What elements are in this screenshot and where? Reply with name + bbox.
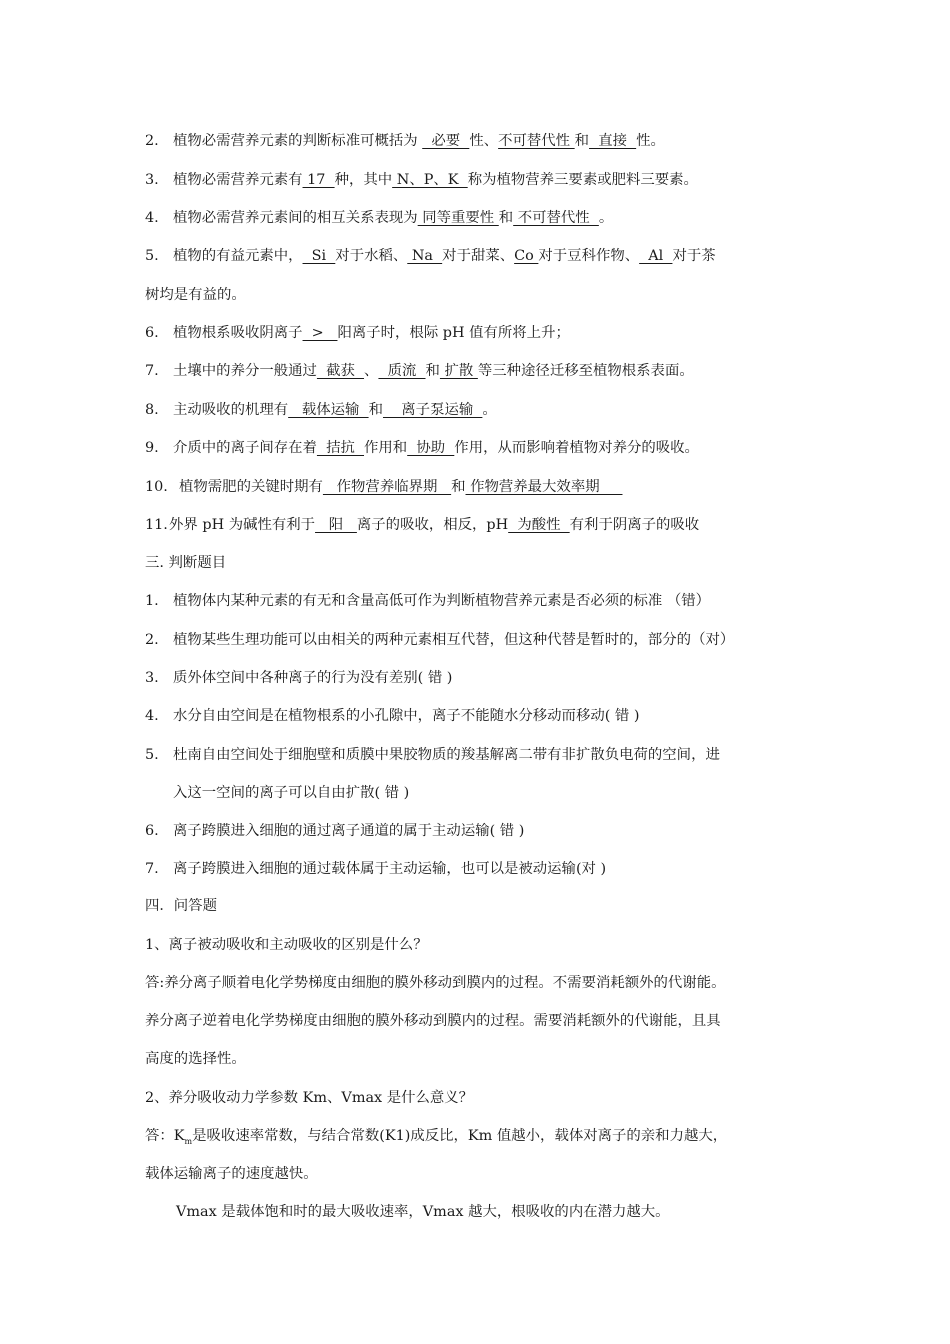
item-number: 1. [145,593,159,609]
judgement-text: 植物体内某种元素的有无和含量高低可作为判断植物营养元素是否必须的标准 （错） [173,593,711,609]
item-number: 3. [145,670,159,686]
answer-blank: Al [639,248,673,264]
answer-blank: 17 [302,172,335,188]
question-text: 。 [482,402,497,418]
answer-2-prefix: 答：K [145,1128,185,1144]
item-number: 10. [145,479,168,495]
question-text: 植物需肥的关键时期有 [179,479,323,495]
judgement-item [145,821,524,841]
answer-blank: 直接 [589,133,637,149]
question-text: 植物的有益元素中， [173,248,303,264]
judgement-item [145,706,640,726]
answer-blank: 不可替代性 [513,210,599,226]
question-text: 对于甜菜、 [442,248,515,264]
fill-in-item [145,515,699,535]
item-number: 2. [145,133,159,149]
answer-blank: 质流 [378,363,426,379]
item-number: 11. [145,517,168,533]
answer-blank: 截获 [316,363,365,379]
fill-in-item [145,477,622,497]
question-text: 和 [368,402,383,418]
item-number: 8. [145,402,159,418]
answer-2-line-1 [145,1126,727,1152]
item-number: 4. [145,708,159,724]
question-text: 对于水稻、 [335,248,408,264]
item-number: 4. [145,210,159,226]
question-text: 植物必需营养元素有 [173,172,303,188]
fill-in-item [145,285,246,305]
question-text: 阳离子时，根际 pH 值有所将上升； [337,325,570,341]
question-text: 树均是有益的。 [145,287,246,303]
answer-2-line-2: 载体运输离子的速度越快。 [145,1166,318,1182]
question-text: 离子的吸收，相反，pH [356,517,509,533]
answer-blank: 离子泵运输 [382,402,483,418]
answer-blank: Co [514,248,539,264]
question-text: 外界 pH 为碱性有利于 [169,517,316,533]
question-text: 土壤中的养分一般通过 [173,363,317,379]
answer-blank: 作物营养最大效率期 [465,479,623,495]
judgement-text: 水分自由空间是在植物根系的小孔隙中，离子不能随水分移动而移动( 错 ) [173,708,640,724]
question-text: 植物根系吸收阴离子 [173,325,303,341]
fill-in-item [145,438,699,458]
question-text: 对于豆科作物、 [538,248,640,264]
fill-in-item [145,131,665,151]
item-number: 9. [145,440,159,456]
question-text: 称为植物营养三要素或肥料三要素。 [467,172,698,188]
fill-in-item [145,246,716,266]
question-1: 1、离子被动吸收和主动吸收的区别是什么？ [145,937,428,953]
question-text: 、 [364,363,379,379]
item-number: 2. [145,632,159,648]
answer-1-line-1: 答:养分离子顺着电化学势梯度由细胞的膜外移动到膜内的过程。不需要消耗额外的代谢能。 [145,975,726,991]
fill-in-item [145,400,497,420]
judgement-item [173,783,409,803]
question-text: 植物必需营养元素的判断标准可概括为 [173,133,423,149]
answer-blank: 协助 [407,440,455,456]
question-text: 性。 [636,133,665,149]
judgement-text: 杜南自由空间处于细胞壁和质膜中果胶物质的羧基解离二带有非扩散负电荷的空间，进 [173,747,720,763]
answer-blank: 为酸性 [508,517,570,533]
fill-in-item [145,170,698,190]
item-number: 6. [145,823,159,839]
answer-blank: 必要 [422,133,470,149]
judgement-item [145,668,452,688]
question-text: 。 [598,210,614,226]
answer-1-line-3: 高度的选择性。 [145,1051,246,1067]
question-text: 作用，从而影响着植物对养分的吸收。 [454,440,699,456]
item-number: 6. [145,325,159,341]
item-number: 7. [145,363,159,379]
fill-in-item [145,323,570,343]
answer-blank: 作物营养临界期 [322,479,452,495]
item-number: 7. [145,861,159,877]
question-text: 介质中的离子间存在着 [173,440,317,456]
question-text: 有利于阴离子的吸收 [569,517,700,533]
answer-blank: > [302,325,338,341]
judgement-text: 离子跨膜进入细胞的通过离子通道的属于主动运输( 错 ) [173,823,525,839]
answer-blank: Na [407,248,443,264]
question-text: 主动吸收的机理有 [173,402,289,418]
question-text: 作用和 [364,440,408,456]
answer-blank: 载体运输 [288,402,369,418]
answer-2-rest: 是吸收速率常数，与结合常数(K1)成反比，Km 值越小，载体对离子的亲和力越大， [192,1128,728,1144]
question-text: 和 [498,210,514,226]
judgement-item [145,859,606,879]
judgement-item [145,591,710,611]
question-text: 对于茶 [672,248,716,264]
judgement-text: 入这一空间的离子可以自由扩散( 错 ) [173,785,410,801]
item-number: 5. [145,248,159,264]
answer-2-line-3: Vmax 是载体饱和时的最大吸收速率，Vmax 越大，根吸收的内在潜力越大。 [176,1204,670,1220]
judgement-text: 离子跨膜进入细胞的通过载体属于主动运输，也可以是被动运输(对 ) [173,861,607,877]
answer-blank: 不可替代性 [498,133,575,149]
km-subscript: m [184,1137,193,1146]
answer-blank: N、P、K [392,172,468,188]
question-2: 2、养分吸收动力学参数 Km、Vmax 是什么意义？ [145,1090,474,1106]
answer-1-line-2: 养分离子逆着电化学势梯度由细胞的膜外移动到膜内的过程。需要消耗额外的代谢能，且具 [145,1013,721,1029]
fill-in-item [145,208,613,228]
answer-blank: 同等重要性 [417,210,499,226]
section-3-title: 三. 判断题目 [145,555,227,571]
question-text: 和 [574,133,590,149]
question-text: 和 [425,363,440,379]
item-number: 5. [145,747,159,763]
question-text: 种，其中 [334,172,393,188]
question-text: 性、 [469,133,499,149]
judgement-item [145,745,720,765]
answer-blank: 阳 [315,517,357,533]
judgement-item [145,630,734,650]
answer-blank: Si [302,248,336,264]
judgement-text: 质外体空间中各种离子的行为没有差别( 错 ) [173,670,453,686]
section-4-title: 四．问答题 [145,898,217,914]
item-number: 3. [145,172,159,188]
answer-blank: 扩散 [439,363,478,379]
question-text: 植物必需营养元素间的相互关系表现为 [173,210,418,226]
judgement-text: 植物某些生理功能可以由相关的两种元素相互代替，但这种代替是暂时的，部分的（对） [173,632,735,648]
question-text: 等三种途径迁移至植物根系表面。 [477,363,694,379]
answer-blank: 拮抗 [316,440,365,456]
fill-in-item [145,361,694,381]
question-text: 和 [451,479,466,495]
